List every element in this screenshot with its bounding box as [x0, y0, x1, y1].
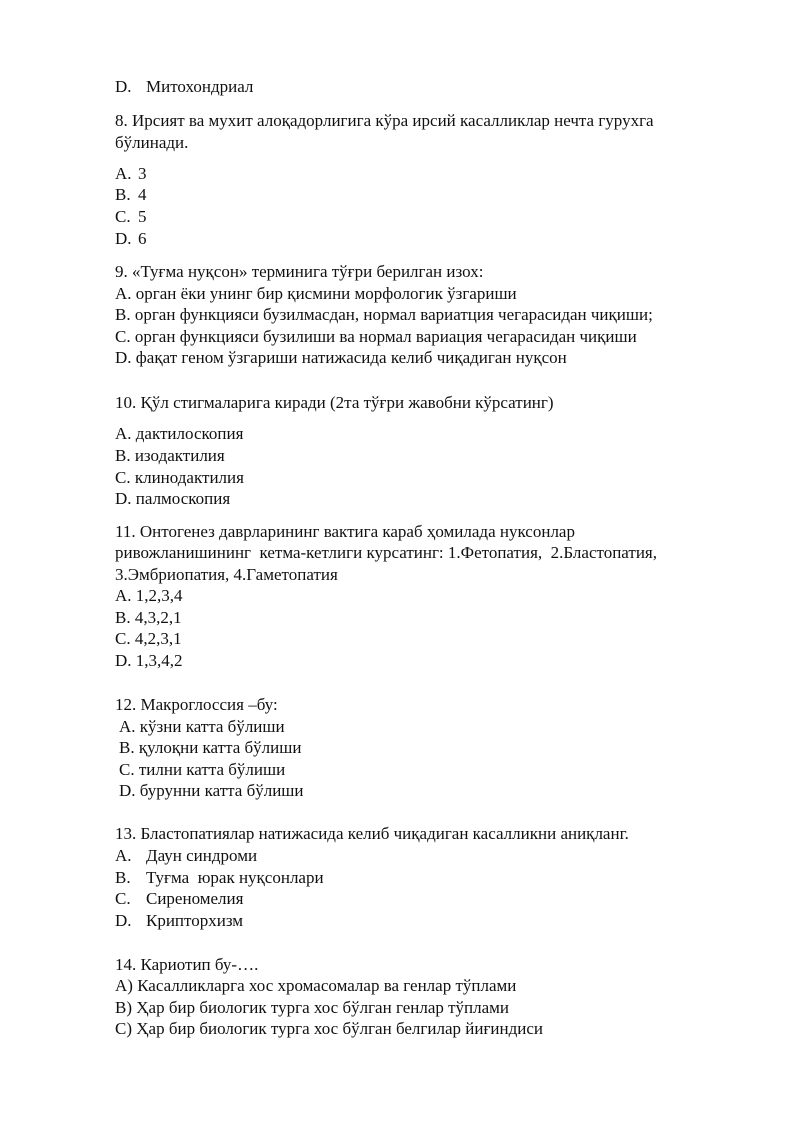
- q7-option-d: [115, 76, 253, 98]
- q11-question-line-3: 3.Эмбриопатия, 4.Гаметопатия: [115, 565, 338, 584]
- option-text: Туғма юрак нуқсонлари: [146, 868, 324, 887]
- option-key: D.: [115, 911, 132, 930]
- option-key: B.: [115, 185, 131, 204]
- q11-question-line-2: ривожланишининг кетма-кетлиги курсатинг: 1.Фетопатия, 2.Бластопатия,: [115, 543, 657, 562]
- option-text: 3: [138, 164, 147, 183]
- q8-option-a: [115, 163, 147, 185]
- q9-option-b: B. орган функцияси бузилмасдан, нормал вариатция чегарасидан чиқиши;: [115, 305, 653, 324]
- q11-option-a: A. 1,2,3,4: [115, 586, 183, 605]
- q9-option-c: C. орган функцияси бузилиши ва нормал вариация чегарасидан чиқиши: [115, 327, 637, 346]
- q8-question-line-1: 8. Ирсият ва мухит алоқадорлигига кўра ирсий касалликлар нечта гурухга: [115, 111, 654, 130]
- option-text: 5: [138, 207, 147, 226]
- q13-option-b: [115, 867, 324, 889]
- q14-option-a: A) Касалликларга хос хромасомалар ва генлар тўплами: [115, 976, 517, 995]
- option-key: D.: [115, 229, 132, 248]
- q8-question-line-2: бўлинади.: [115, 133, 189, 152]
- q13-option-c: [115, 888, 243, 910]
- q12-option-c: C. тилни катта бўлиши: [119, 760, 286, 779]
- q14-option-b: B) Ҳар бир биологик турга хос бўлган генлар тўплами: [115, 998, 510, 1017]
- option-key: A.: [115, 164, 132, 183]
- option-key: A.: [115, 846, 132, 865]
- q9-option-a: A. орган ёки унинг бир қисмини морфологик ўзгариши: [115, 284, 517, 303]
- q10-option-a: A. дактилоскопия: [115, 424, 244, 443]
- q9-question: 9. «Туғма нуқсон» терминига тўғри берилган изох:: [115, 262, 484, 281]
- q11-option-d: D. 1,3,4,2: [115, 651, 183, 670]
- option-key: B.: [115, 868, 131, 887]
- q11-question-line-1: 11. Онтогенез даврларининг вактига караб ҳомилада нуксонлар: [115, 522, 575, 541]
- option-text: Даун синдроми: [146, 846, 258, 865]
- option-text: 4: [138, 185, 147, 204]
- option-text: Митохондриал: [146, 77, 254, 96]
- option-text: 6: [138, 229, 147, 248]
- option-key: C.: [115, 889, 131, 908]
- q8-option-b: [115, 184, 147, 206]
- q10-option-d: D. палмоскопия: [115, 489, 231, 508]
- q12-option-a: A. кўзни катта бўлиши: [119, 717, 285, 736]
- q13-question: 13. Бластопатиялар натижасида келиб чиқадиган касалликни аниқланг.: [115, 824, 629, 843]
- q8-option-c: [115, 206, 147, 228]
- q13-option-d: [115, 910, 243, 932]
- q13-option-a: [115, 845, 257, 867]
- q10-option-c: C. клинодактилия: [115, 468, 244, 487]
- option-text: Сиреномелия: [146, 889, 244, 908]
- option-key: C.: [115, 207, 131, 226]
- q10-option-b: B. изодактилия: [115, 446, 225, 465]
- q14-question: 14. Кариотип бу-….: [115, 955, 259, 974]
- q12-question: 12. Макроглоссия –бу:: [115, 695, 278, 714]
- q11-option-c: C. 4,2,3,1: [115, 629, 182, 648]
- q12-option-d: D. бурунни катта бўлиши: [119, 781, 304, 800]
- option-key: D.: [115, 77, 132, 96]
- q8-option-d: [115, 228, 147, 250]
- q11-option-b: B. 4,3,2,1: [115, 608, 182, 627]
- q10-question: 10. Қўл стигмаларига киради (2та тўғри жавобни кўрсатинг): [115, 393, 554, 412]
- q12-option-b: B. қулоқни катта бўлиши: [119, 738, 302, 757]
- q14-option-c: C) Ҳар бир биологик турга хос бўлган белгилар йиғиндиси: [115, 1019, 544, 1038]
- option-text: Крипторхизм: [146, 911, 244, 930]
- q9-option-d: D. фақат геном ўзгариши натижасида келиб чиқадиган нуқсон: [115, 348, 567, 367]
